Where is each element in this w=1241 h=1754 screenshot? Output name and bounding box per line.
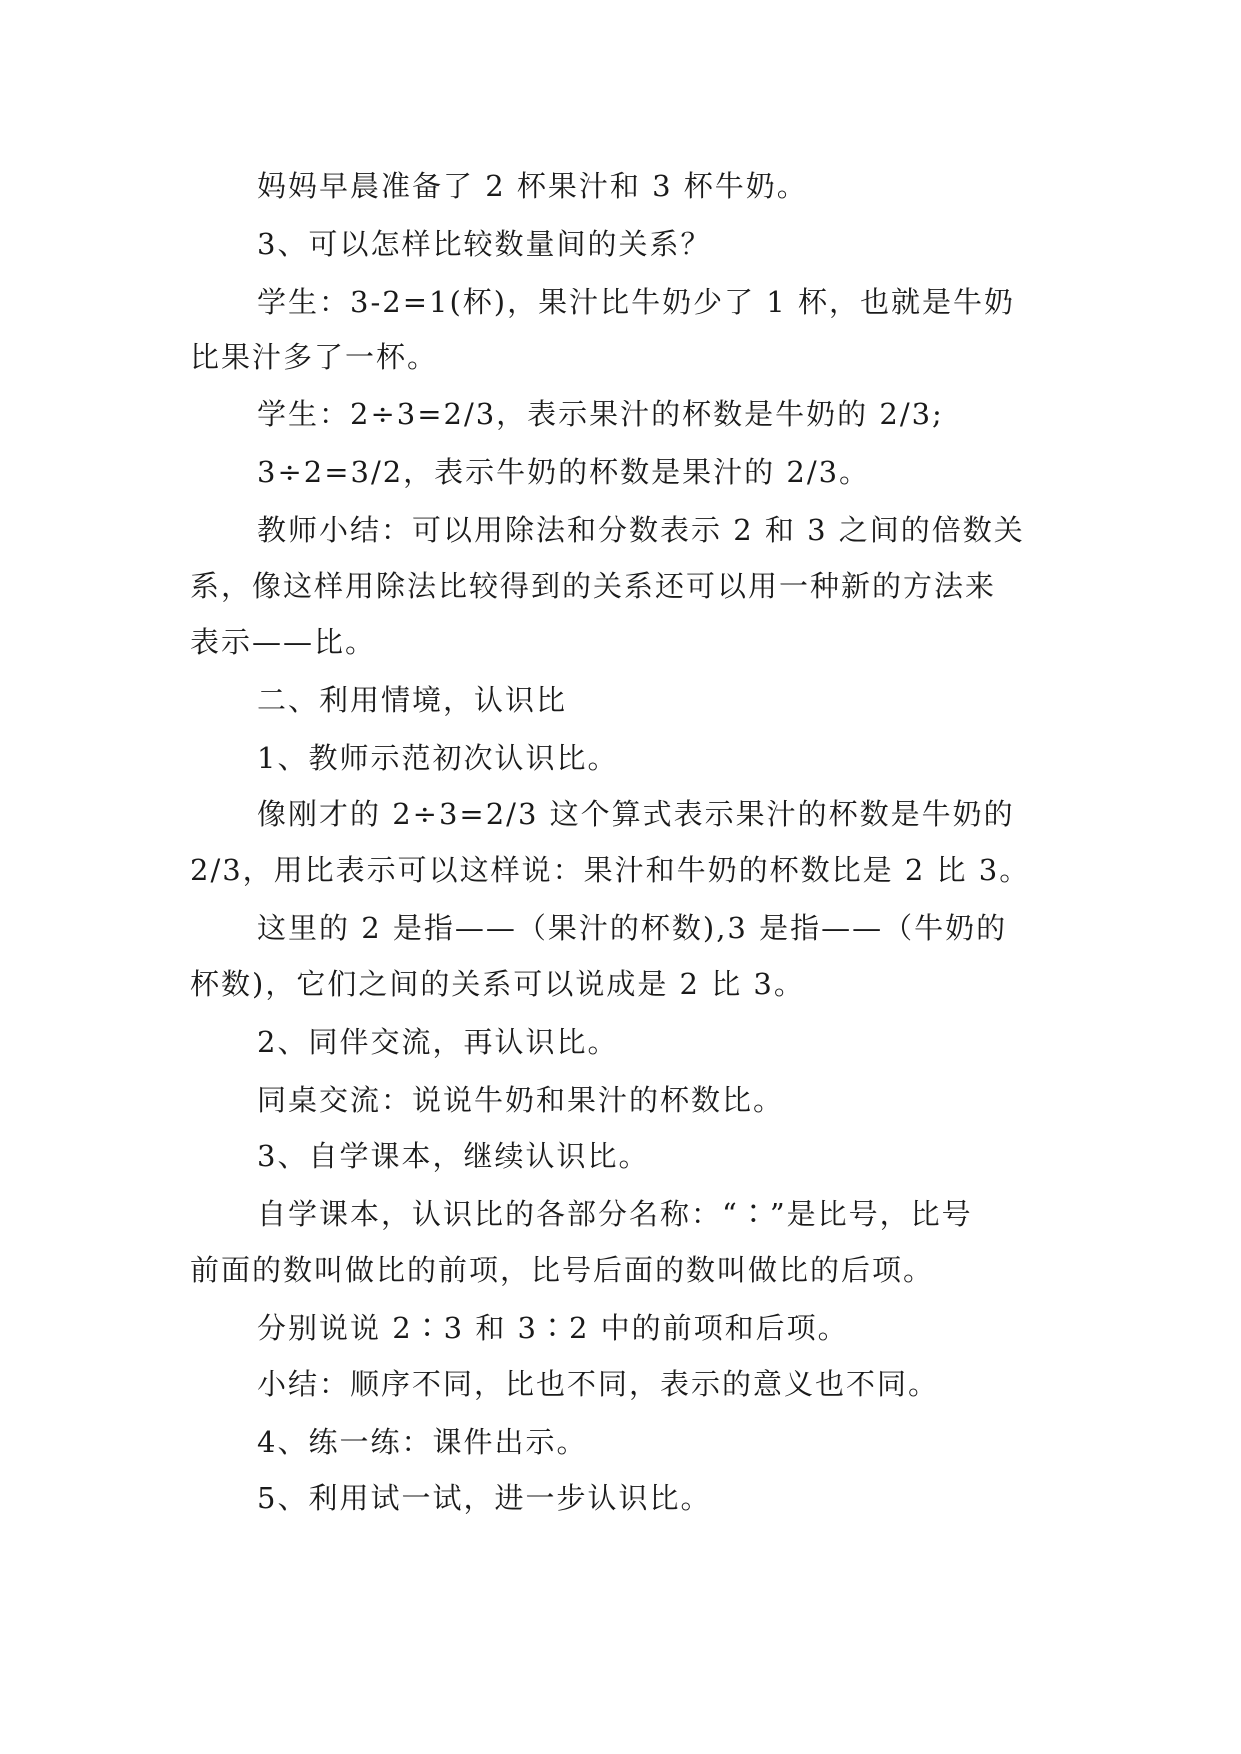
- paragraph-line: 同桌交流：说说牛奶和果汁的杯数比。: [257, 1083, 785, 1117]
- paragraph-line: 2、同伴交流，再认识比。: [257, 1025, 619, 1059]
- paragraph-line: 教师小结：可以用除法和分数表示 2 和 3 之间的倍数关: [257, 513, 1025, 547]
- paragraph-line: 4、练一练：课件出示。: [257, 1425, 588, 1459]
- paragraph-line: 系，像这样用除法比较得到的关系还可以用一种新的方法来: [190, 569, 997, 603]
- paragraph-line: 表示——比。: [190, 625, 377, 659]
- section-heading: 二、利用情境，认识比: [257, 683, 568, 717]
- paragraph-line: 1、教师示范初次认识比。: [257, 741, 619, 775]
- paragraph-line: 杯数)，它们之间的关系可以说成是 2 比 3。: [190, 967, 805, 1001]
- paragraph-line: 自学课本，认识比的各部分名称：“∶”是比号，比号: [257, 1197, 973, 1231]
- paragraph-line: 2/3，用比表示可以这样说：果汁和牛奶的杯数比是 2 比 3。: [190, 853, 1031, 887]
- paragraph-line: 比果汁多了一杯。: [190, 340, 439, 374]
- paragraph-line: 学生：2÷3=2/3，表示果汁的杯数是牛奶的 2/3;: [257, 397, 944, 431]
- paragraph-line: 3、可以怎样比较数量间的关系？: [257, 227, 712, 261]
- paragraph-line: 小结：顺序不同，比也不同，表示的意义也不同。: [257, 1367, 940, 1401]
- paragraph-line: 3÷2=3/2，表示牛奶的杯数是果汁的 2/3。: [257, 455, 871, 489]
- paragraph-line: 这里的 2 是指——（果汁的杯数),3 是指——（牛奶的: [257, 911, 1008, 945]
- paragraph-line: 前面的数叫做比的前项，比号后面的数叫做比的后项。: [190, 1253, 935, 1287]
- paragraph-line: 妈妈早晨准备了 2 杯果汁和 3 杯牛奶。: [257, 169, 808, 203]
- paragraph-line: 3、自学课本，继续认识比。: [257, 1139, 650, 1173]
- paragraph-line: 5、利用试一试，进一步认识比。: [257, 1481, 712, 1515]
- paragraph-line: 学生：3-2=1(杯)，果汁比牛奶少了 1 杯，也就是牛奶: [257, 285, 1015, 319]
- paragraph-line: 分别说说 2∶3 和 3∶2 中的前项和后项。: [257, 1311, 849, 1345]
- paragraph-line: 像刚才的 2÷3=2/3 这个算式表示果汁的杯数是牛奶的: [257, 797, 1015, 831]
